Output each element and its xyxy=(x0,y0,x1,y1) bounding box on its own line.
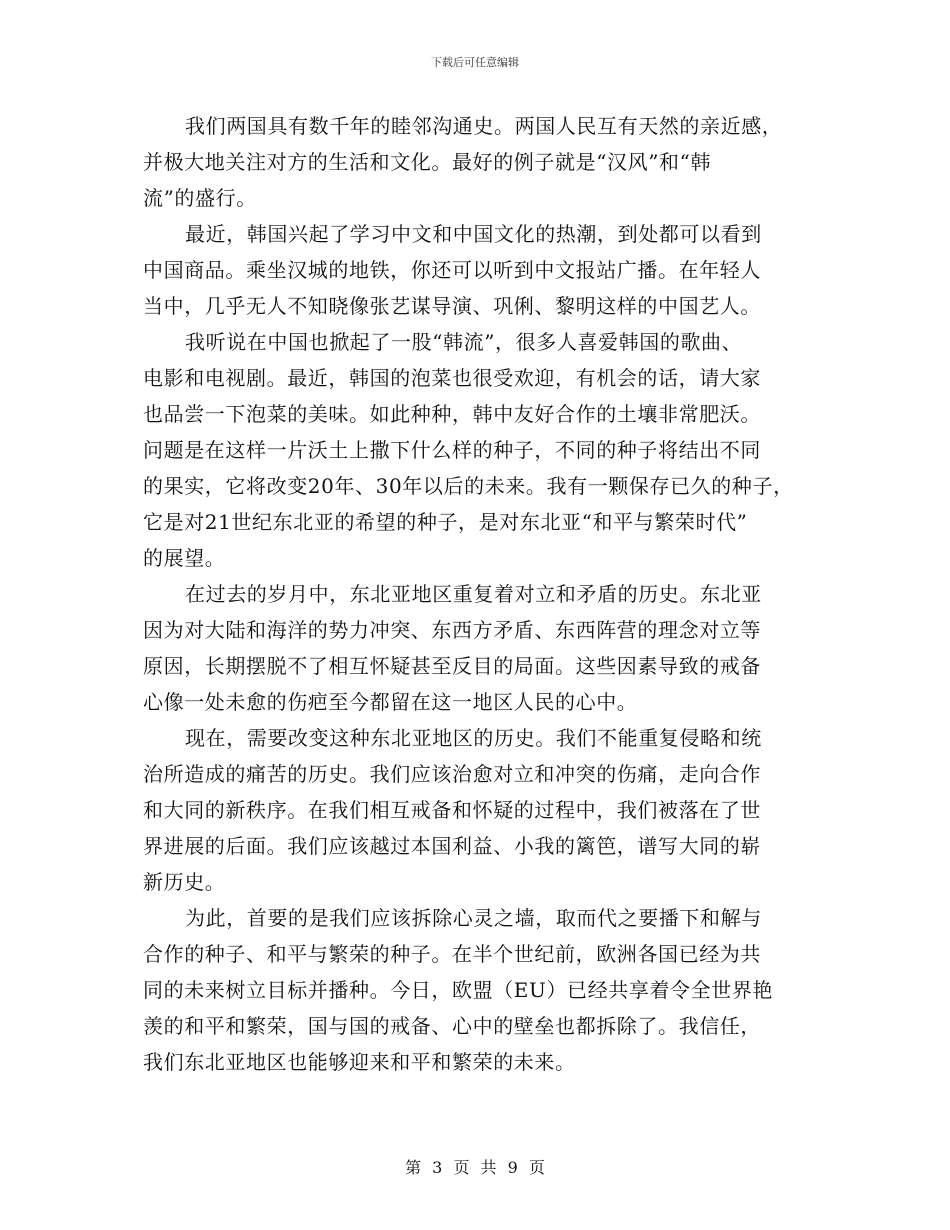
text-line: 流”的盛行。 xyxy=(143,186,257,210)
text-line: 羡的和平和繁荣，国与国的戒备、心中的壁垒也都拆除了。我信任， xyxy=(143,1014,761,1038)
text-line: 的展望。 xyxy=(143,546,226,570)
text-line: 新历史。 xyxy=(143,870,226,894)
paragraph xyxy=(143,216,811,324)
text-line: 和大同的新秩序。在我们相互戒备和怀疑的过程中，我们被落在了世 xyxy=(143,798,761,822)
text-line: 同的未来树立目标并播种。今日，欧盟（EU）已经共享着令全世界艳 xyxy=(143,978,774,1002)
text-line: 它是对21世纪东北亚的希望的种子，是对东北亚“和平与繁荣时代” xyxy=(143,510,748,534)
text-line: 的果实，它将改变20年、30年以后的未来。我有一颗保存已久的种子， xyxy=(143,474,794,498)
text-line: 也品尝一下泡菜的美味。如此种种，韩中友好合作的土壤非常肥沃。 xyxy=(143,402,761,426)
text-line: 我听说在中国也掀起了一股“韩流”，很多人喜爱韩国的歌曲、 xyxy=(185,330,743,354)
text-line: 界进展的后面。我们应该越过本国利益、小我的篱笆，谱写大同的崭 xyxy=(143,834,761,858)
text-line: 并极大地关注对方的生活和文化。最好的例子就是“汉风”和“韩 xyxy=(143,150,712,174)
text-line: 中国商品。乘坐汉城的地铁，你还可以听到中文报站广播。在年轻人 xyxy=(143,258,761,282)
page-header: 下载后可任意编辑 xyxy=(431,56,519,69)
paragraph xyxy=(143,900,811,1080)
paragraph xyxy=(143,720,811,900)
text-line: 心像一处未愈的伤疤至今都留在这一地区人民的心中。 xyxy=(143,690,638,714)
text-line: 为此，首要的是我们应该拆除心灵之墙，取而代之要播下和解与 xyxy=(185,906,762,930)
text-line: 电影和电视剧。最近，韩国的泡菜也很受欢迎，有机会的话，请大家 xyxy=(143,366,761,390)
text-line: 治所造成的痛苦的历史。我们应该治愈对立和冲突的伤痛，走向合作 xyxy=(143,762,761,786)
paragraph xyxy=(143,324,811,576)
text-line: 我们两国具有数千年的睦邻沟通史。两国人民互有天然的亲近感， xyxy=(185,114,783,138)
text-line: 问题是在这样一片沃土上撒下什么样的种子，不同的种子将结出不同 xyxy=(143,438,761,462)
text-line: 在过去的岁月中，东北亚地区重复着对立和矛盾的历史。东北亚 xyxy=(185,582,762,606)
text-line: 现在，需要改变这种东北亚地区的历史。我们不能重复侵略和统 xyxy=(185,726,762,750)
text-line: 我们东北亚地区也能够迎来和平和繁荣的未来。 xyxy=(143,1050,576,1074)
page-number-footer: 第 3 页 共 9 页 xyxy=(405,1158,545,1177)
paragraph xyxy=(143,576,811,720)
paragraph xyxy=(143,108,811,216)
text-line: 最近，韩国兴起了学习中文和中国文化的热潮，到处都可以看到 xyxy=(185,222,762,246)
text-line: 因为对大陆和海洋的势力冲突、东西方矛盾、东西阵营的理念对立等 xyxy=(143,618,761,642)
document-body xyxy=(143,108,811,1080)
text-line: 当中，几乎无人不知晓像张艺谋导演、巩俐、黎明这样的中国艺人。 xyxy=(143,294,761,318)
text-line: 原因，长期摆脱不了相互怀疑甚至反目的局面。这些因素导致的戒备 xyxy=(143,654,761,678)
text-line: 合作的种子、和平与繁荣的种子。在半个世纪前，欧洲各国已经为共 xyxy=(143,942,761,966)
